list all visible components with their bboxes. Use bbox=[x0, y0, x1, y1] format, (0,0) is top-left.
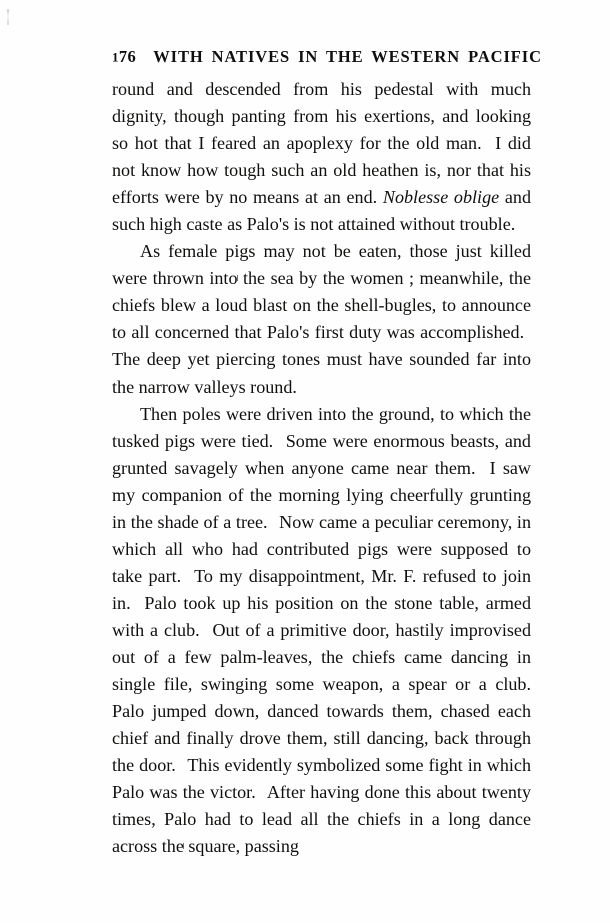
paragraph-1: round and descended from his pedestal with much dignity, though panting from his exertions, and looking so hot that I feared an apoplexy for the old man. I did not know how tough such an old heathen is, nor that his efforts were by no means at an end. Noblesse oblige and such high caste as Palo's is not attained without trouble. bbox=[112, 79, 531, 235]
italic-phrase-noblesse-oblige: Noblesse oblige bbox=[382, 187, 500, 208]
scan-artifact-speck bbox=[7, 9, 9, 25]
running-head-title: WITH NATIVES IN THE WESTERN PACIFIC bbox=[153, 47, 542, 66]
page-folio-number: 176 bbox=[112, 47, 137, 66]
paragraph-3: Then poles were driven into the ground, to which the tusked pigs were tied. Some were enormous beasts, and grunted savagely when anyone came near them. I saw my companion of the morning lying cheerfully grunting in the shade of a tree. Now came a peculiar ceremony, in which all who had contributed pigs were supposed to take part. To my disappointment, Mr. F. refused to join in. Palo took up his position on the stone table, armed with a club. Out of a primitive door, hastily improvised out of a few palm-leaves, the chiefs came dancing in single file, swinging some weapon, a spear or a club. Palo jumped down, danced towards them, chased each chief and finally drove them, still dancing, back through the door. This evidently symbolized some fight in which Palo was the victor. After having done this about twenty times, Palo had to lead all the chiefs in a long dance across the square, passing bbox=[112, 403, 531, 857]
running-head bbox=[112, 47, 542, 67]
page-textblock bbox=[112, 76, 531, 860]
paragraph-2: As female pigs may not be eaten, those just killed were thrown into the sea by the women ; meanwhile, the chiefs blew a loud blast on the shell-bugles, to announce to all concerned that Palo's first duty was accomplished. The deep yet piercing tones must have sounded far into the narrow valleys round. bbox=[112, 241, 531, 397]
